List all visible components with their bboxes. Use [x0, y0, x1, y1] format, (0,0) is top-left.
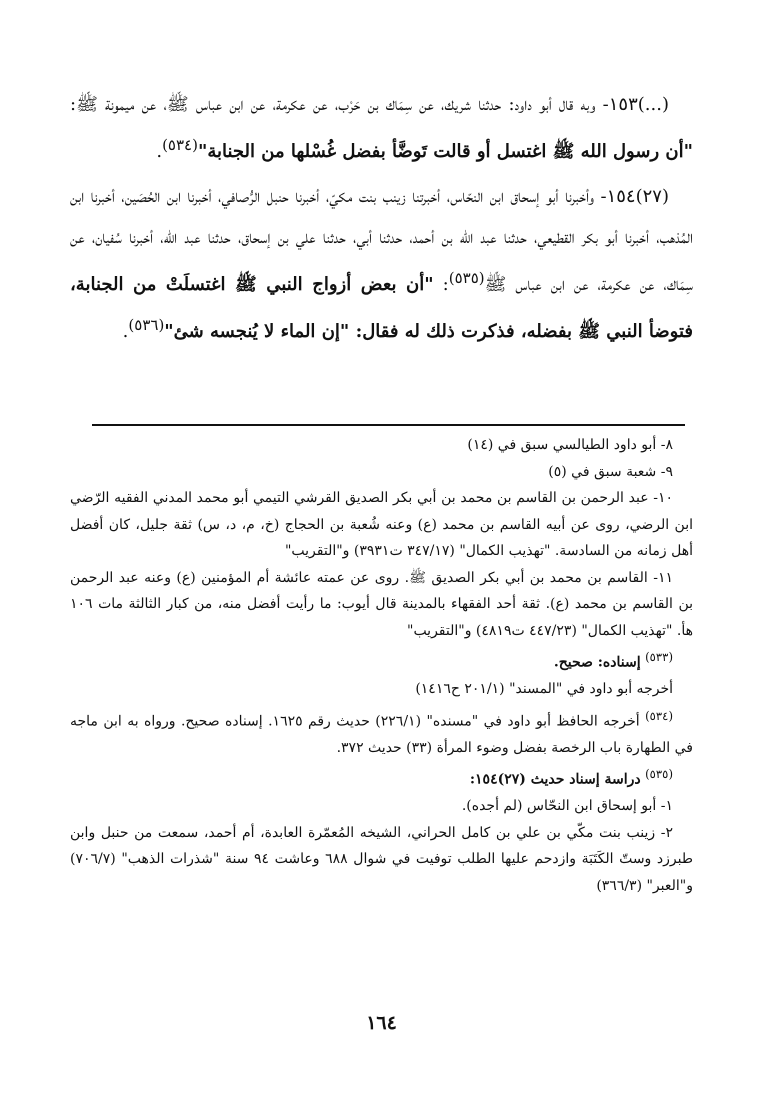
hadith-154-end: . [122, 321, 129, 342]
footnote-8: ٨- أبو داود الطيالسي سبق في (١٤) [467, 437, 673, 453]
hadith-153 [70, 84, 693, 172]
footnote-533-source: أخرجه أبو داود في "المسند" (٢٠١/١ ح١٤١٦) [415, 681, 673, 698]
footnote-535-item-2: ٢- زينب بنت مكّي بن علي بن كامل الحراني، الشيخه المُعمّرة العابدة، أم أحمد، سمعت من حنبل وابن طبرزد وستّ الكَتَبَة وازدحم عليها الطلب توفيت في شوال ٦٨٨ وعاشت ٩٤ سنة "شذرات الذهب" (٧٠٦/٧) و"العبر" (٣٦٦/٣) [70, 824, 693, 894]
footnote-10: ١٠- عبد الرحمن بن القاسم بن محمد بن أبي بكر الصديق القرشي التيمي أبو محمد المدني الفقيه الرّضي ابن الرضي، روى عن أبيه القاسم بن محمد (ع) وعنه شُعبة بن الحجاج (خ، م، د، س) ثقة جليل، كان أفضل أهل زمانه من السادسة. "تهذيب الكمال" (٣٤٧/١٧ ت٣٩٣١) و"التقريب" [70, 490, 693, 559]
hadith-154 [70, 176, 693, 352]
footnote-535-ref: (٥٣٥) [645, 767, 673, 782]
hadith-154-sep: : [433, 274, 449, 295]
footnote-535 [70, 761, 693, 793]
footnote-534 [70, 703, 693, 762]
hadith-153-isnad: (...)١٥٣- وبه قال أبو داود: حدثنا شريك، عن سِمَاك بن حَرْب، عن عكرمة، عن ابن عباس ﷺ، عن ميمونة ﷺ: [70, 94, 669, 115]
hadith-154-note-ref-536: (٥٣٦) [128, 316, 165, 334]
hadith-153-end: . [156, 141, 163, 162]
page-number: ١٦٤ [366, 1012, 397, 1034]
footnote-divider [92, 424, 685, 426]
footnote-533-label: إسناده: صحيح. [553, 654, 641, 671]
footnote-534-ref: (٥٣٤) [645, 708, 674, 723]
hadith-153-note-ref: (٥٣٤) [162, 136, 198, 154]
hadith-153-matn: "أن رسول الله ﷺ اغتسل أو قالت تَوضَّأ بفضل غُسْلها من الجنابة" [197, 141, 693, 162]
footnote-533-ref: (٥٣٣) [645, 650, 673, 664]
main-text [70, 84, 693, 356]
footnote-11: ١١- القاسم بن محمد بن أبي بكر الصديق ﷺ. روى عن عمته عائشة أم المؤمنين (ع) وعنه عبد الرحمن بن القاسم بن محمد (ع). ثقة أحد الفقهاء بالمدينة قال أيوب: ما رأيت أفضل منه، من كبار الثالثة مات ١٠٦ هأ. "تهذيب الكمال" (٤٤٧/٢٣ ت٤٨١٩) و"التقريب" [70, 569, 693, 639]
hadith-154-matn: "أن بعض أزواج النبي ﷺ اغتسلَتْ من الجنابة، فتوضأ النبي ﷺ بفضله، فذكرت ذلك له فقال: "إن الماء لا يُنجسه شئ" [70, 274, 693, 342]
footnote-9: ٩- شعبة سبق في (٥) [548, 463, 673, 480]
footnote-535-item-1: ١- أبو إسحاق ابن النحّاس (لم أجده). [461, 798, 673, 815]
hadith-154-note-ref-535: (٥٣٥) [448, 269, 485, 287]
footnote-535-label: دراسة إسناد حديث (٢٧)١٥٤: [469, 771, 641, 788]
hadith-154-isnad: (٢٧)١٥٤- وأخبرنا أبو إسحاق ابن النحّاس، أخبرتنا زينب بنت مكيّ، أخبرنا حنبل الرُّصافي، أخبرنا ابن الحُصَين، أخبرنا ابن المُذهب، أخبرنا أبو بكر القطيعي، حدثنا عبد الله بن أحمد، حدثنا أبي، حدثنا علي بن إسحاق، حدثنا عبد الله، أخبرنا سُفيان، عن سِمَاك، عن عكرمة، عن ابن عباس ﷺ [70, 186, 693, 295]
footnote-534-text: أخرجه الحافظ أبو داود في "مسنده" (٢٢٦/١) حديث رقم ١٦٢٥. إسناده صحيح. ورواه به ابن ماجه في الطهارة باب الرخصة بفضل وضوء المرأة (٣٣) حديث ٣٧٢. [70, 713, 693, 756]
footnote-533 [70, 644, 693, 676]
footnotes [70, 432, 693, 899]
